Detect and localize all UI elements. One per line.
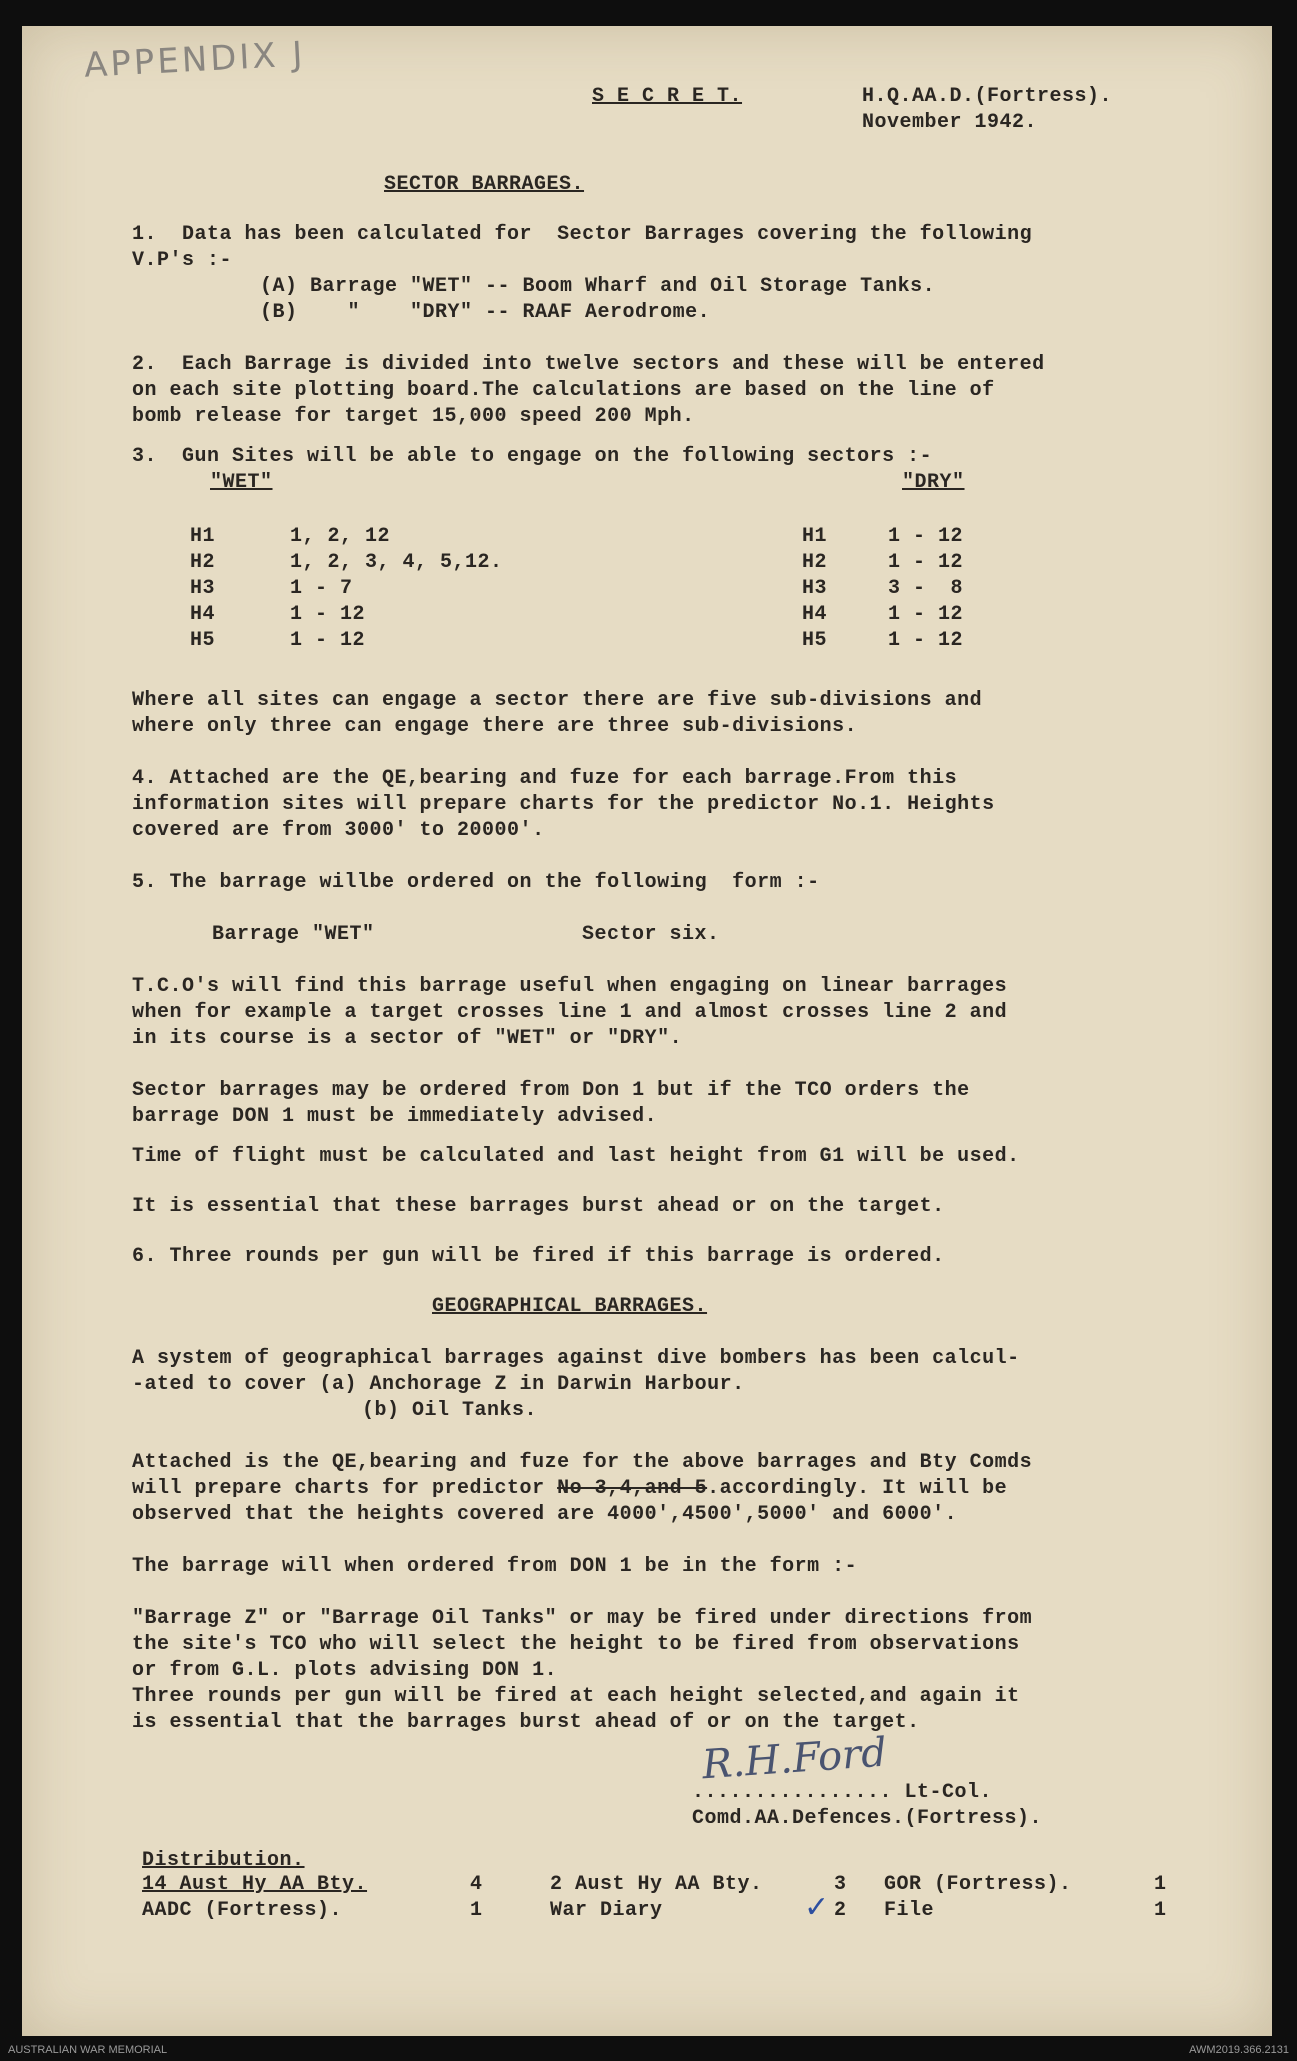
dry-sectors: 1 - 12: [888, 603, 964, 626]
section-title-sector: SECTOR BARRAGES.: [384, 173, 585, 196]
wet-sectors: 1 - 7: [290, 577, 353, 600]
classification: S E C R E T.: [592, 85, 743, 108]
geo-barrage-line-1: "Barrage Z" or "Barrage Oil Tanks" or may be fired under directions from: [132, 1607, 1033, 1630]
para-1-item-b: (B) " "DRY" -- RAAF Aerodrome.: [260, 301, 711, 324]
distribution-name: AADC (Fortress).: [142, 1899, 343, 1922]
blue-tick-mark: ✓: [804, 1890, 830, 1925]
dry-site: H4: [802, 603, 828, 626]
dry-sectors: 1 - 12: [888, 551, 964, 574]
tco-line-2: when for example a target crosses line 1 and almost crosses line 2 and: [132, 1001, 1008, 1024]
para-2-line-1: 2. Each Barrage is divided into twelve sectors and these will be entered: [132, 353, 1045, 376]
geo-system-line-3: (b) Oil Tanks.: [362, 1399, 538, 1422]
subdivision-line-2: where only three can engage there are three sub-divisions.: [132, 715, 858, 738]
wet-site: H5: [190, 629, 216, 652]
distribution-qty: 4: [470, 1873, 483, 1896]
para-2-line-3: bomb release for target 15,000 speed 200 Mph.: [132, 405, 695, 428]
don-line-1: Sector barrages may be ordered from Don 1 but if the TCO orders the: [132, 1079, 970, 1102]
essential-line: It is essential that these barrages burst ahead or on the target.: [132, 1195, 945, 1218]
distribution-qty: 3: [834, 1873, 847, 1896]
wet-site: H2: [190, 551, 216, 574]
order-form-sector: Sector six.: [582, 923, 720, 946]
distribution-qty: 1: [1154, 1899, 1167, 1922]
wet-sectors: 1 - 12: [290, 603, 366, 626]
wet-sectors: 1, 2, 3, 4, 5,12.: [290, 551, 503, 574]
signature-title: Comd.AA.Defences.(Fortress).: [692, 1807, 1043, 1830]
para-3-line-1: 3. Gun Sites will be able to engage on the following sectors :-: [132, 445, 933, 468]
distribution-name: File: [884, 1899, 935, 1922]
document-page: [22, 26, 1272, 2036]
time-of-flight-line: Time of flight must be calculated and last height from G1 will be used.: [132, 1145, 1020, 1168]
para-1-item-a: (A) Barrage "WET" -- Boom Wharf and Oil Storage Tanks.: [260, 275, 936, 298]
para-2-line-2: on each site plotting board.The calculations are based on the line of: [132, 379, 995, 402]
para-1-line-1: 1. Data has been calculated for Sector Barrages covering the following: [132, 223, 1033, 246]
distribution-name: 14 Aust Hy AA Bty.: [142, 1873, 368, 1896]
hq-reference: H.Q.AA.D.(Fortress).: [862, 85, 1113, 108]
footer-right: AWM2019.366.2131: [1189, 2044, 1289, 2056]
wet-sectors: 1, 2, 12: [290, 525, 391, 548]
para-4-line-3: covered are from 3000' to 20000'.: [132, 819, 545, 842]
distribution-qty: 1: [470, 1899, 483, 1922]
para-6-line: 6. Three rounds per gun will be fired if this barrage is ordered.: [132, 1245, 945, 1268]
geo-attached-line-3: observed that the heights covered are 4000',4500',5000' and 6000'.: [132, 1503, 958, 1526]
don-line-2: barrage DON 1 must be immediately advised.: [132, 1105, 658, 1128]
wet-site: H3: [190, 577, 216, 600]
dry-column-label: "DRY": [902, 471, 965, 494]
section-title-geographical: GEOGRAPHICAL BARRAGES.: [432, 1295, 708, 1318]
dry-site: H2: [802, 551, 828, 574]
struck-text: No 3,4,and 5: [557, 1477, 708, 1500]
footer-left: AUSTRALIAN WAR MEMORIAL: [8, 2044, 168, 2056]
geo-barrage-line-3: or from G.L. plots advising DON 1.: [132, 1659, 558, 1682]
pencil-annotation: APPENDIX J: [83, 34, 307, 86]
para-4-line-2: information sites will prepare charts for the predictor No.1. Heights: [132, 793, 995, 816]
distribution-name: GOR (Fortress).: [884, 1873, 1072, 1896]
tco-line-3: in its course is a sector of "WET" or "DRY".: [132, 1027, 683, 1050]
wet-site: H4: [190, 603, 216, 626]
handwritten-signature: R.H.Ford: [700, 1729, 889, 1789]
geo-attached-line-1: Attached is the QE,bearing and fuze for the above barrages and Bty Comds: [132, 1451, 1033, 1474]
order-form-barrage: Barrage "WET": [212, 923, 375, 946]
geo-system-line-1: A system of geographical barrages against dive bombers has been calcul-: [132, 1347, 1020, 1370]
distribution-name: 2 Aust Hy AA Bty.: [550, 1873, 763, 1896]
dry-sectors: 1 - 12: [888, 629, 964, 652]
geo-system-line-2: -ated to cover (a) Anchorage Z in Darwin Harbour.: [132, 1373, 745, 1396]
wet-site: H1: [190, 525, 216, 548]
document-date: November 1942.: [862, 111, 1038, 134]
distribution-qty: 1: [1154, 1873, 1167, 1896]
distribution-title: Distribution.: [142, 1849, 305, 1872]
geo-order-line: The barrage will when ordered from DON 1 be in the form :-: [132, 1555, 858, 1578]
geo-attached-line-2: will prepare charts for predictor No 3,4,and 5.accordingly. It will be: [132, 1477, 1008, 1500]
distribution-name: War Diary: [550, 1899, 663, 1922]
geo-barrage-line-2: the site's TCO who will select the height to be fired from observations: [132, 1633, 1020, 1656]
dry-site: H5: [802, 629, 828, 652]
dry-sectors: 3 - 8: [888, 577, 964, 600]
dry-sectors: 1 - 12: [888, 525, 964, 548]
distribution-qty: 2: [834, 1899, 847, 1922]
dry-site: H3: [802, 577, 828, 600]
dry-site: H1: [802, 525, 828, 548]
para-5-line-1: 5. The barrage willbe ordered on the following form :-: [132, 871, 820, 894]
subdivision-line-1: Where all sites can engage a sector there are five sub-divisions and: [132, 689, 983, 712]
geo-barrage-line-4: Three rounds per gun will be fired at each height selected,and again it: [132, 1685, 1020, 1708]
signature-rank: ................ Lt-Col.: [692, 1781, 993, 1804]
geo-barrage-line-5: is essential that the barrages burst ahead of or on the target.: [132, 1711, 920, 1734]
para-4-line-1: 4. Attached are the QE,bearing and fuze for each barrage.From this: [132, 767, 958, 790]
tco-line-1: T.C.O's will find this barrage useful when engaging on linear barrages: [132, 975, 1008, 998]
wet-sectors: 1 - 12: [290, 629, 366, 652]
wet-column-label: "WET": [210, 471, 273, 494]
para-1-line-2: V.P's :-: [132, 249, 233, 272]
